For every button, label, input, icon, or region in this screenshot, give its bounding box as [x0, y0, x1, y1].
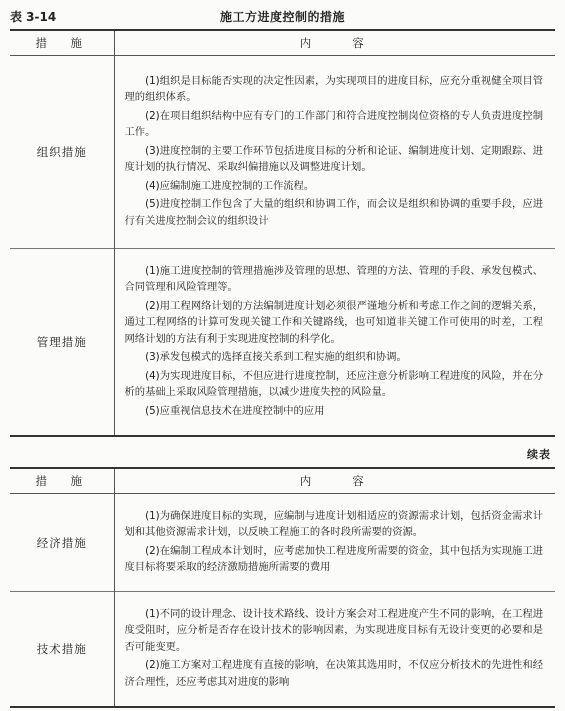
table-header-row	[10, 468, 555, 494]
content-item: (4)应编制施工进度控制的工作流程。	[145, 179, 315, 192]
table-title: 施工方进度控制的措施	[219, 10, 345, 24]
continuation-label: 续表	[527, 448, 551, 461]
table-row	[10, 56, 555, 249]
measures-table-continued	[10, 467, 555, 708]
content-item: (1)组织是目标能否实现的决定性因素，为实现项目的进度目标，应充分重视健全项目管理的组织体系。	[124, 74, 543, 104]
content-item: (1)为确保进度目标的实现，应编制与进度计划相适应的资源需求计划，包括资金需求计划和其他资源需求计划，以反映工程施工的各时段所需要的资源。	[124, 509, 543, 538]
content-item: (5)应重视信息技术在进度控制中的应用	[145, 404, 325, 417]
table-header-row	[10, 30, 555, 56]
measure-content	[114, 249, 555, 436]
content-item: (2)施工方案对工程进度有直接的影响，在决策其选用时，不仅应分析技术的先进性和经济合理性，还应考虑其对进度的影响	[124, 659, 543, 688]
header-content: 内 容	[114, 468, 555, 494]
measure-label: 经济措施	[10, 494, 114, 592]
content-item: (4)为实现进度目标，不但应进行进度控制，还应注意分析影响工程进度的风险，并在分析的基础上采取风险管理措施，以减少进度失控的风险量。	[124, 369, 543, 398]
table-number: 表 3-14	[10, 10, 57, 24]
header-measure: 措 施	[10, 468, 114, 494]
content-item: (2)在项目组织结构中应有专门的工作部门和符合进度控制岗位资格的专人负责进度控制工作。	[124, 109, 543, 139]
table-caption	[10, 8, 555, 28]
content-item: (2)用工程网络计划的方法编制进度计划必须很严谨地分析和考虑工作之间的逻辑关系，通过工程网络的计算可发现关键工作和关键路线，也可知道非关键工作可使用的时差，工程网络计划的方法有利于实现进度控制的科学化。	[124, 299, 543, 345]
header-measure: 措 施	[10, 30, 114, 56]
table-row	[10, 592, 555, 707]
content-item: (1)不同的设计理念、设计技术路线、设计方案会对工程进度产生不同的影响，在工程进度受阻时，应分析是否存在设计技术的影响因素，为实现进度目标有无设计变更的必要和是否可能变更。	[124, 607, 543, 653]
measure-content	[114, 592, 555, 707]
table-row	[10, 249, 555, 436]
table-row	[10, 494, 555, 592]
measure-content	[114, 56, 555, 249]
measure-label: 技术措施	[10, 592, 114, 707]
content-item: (3)进度控制的主要工作环节包括进度目标的分析和论证、编制进度计划、定期跟踪、进度计划的执行情况、采取纠偏措施以及调整进度计划。	[124, 144, 543, 174]
content-item: (3)承发包模式的选择直接关系到工程实施的组织和协调。	[145, 351, 407, 363]
measure-content	[114, 494, 555, 592]
content-item: (2)在编制工程成本计划时，应考虑加快工程进度所需要的资金，其中包括为实现施工进度目标将要采取的经济激励措施所需要的费用	[124, 544, 543, 573]
measure-label: 组织措施	[10, 56, 114, 249]
content-item: (1)施工进度控制的管理措施涉及管理的思想、管理的方法、管理的手段、承发包模式、合同管理和风险管理等。	[124, 264, 543, 293]
header-content: 内 容	[114, 30, 555, 56]
content-item: (5)进度控制工作包含了大量的组织和协调工作，而会议是组织和协调的重要手段，应进行有关进度控制会议的组织设计	[124, 198, 543, 227]
measure-label: 管理措施	[10, 249, 114, 436]
measures-table	[10, 29, 555, 437]
